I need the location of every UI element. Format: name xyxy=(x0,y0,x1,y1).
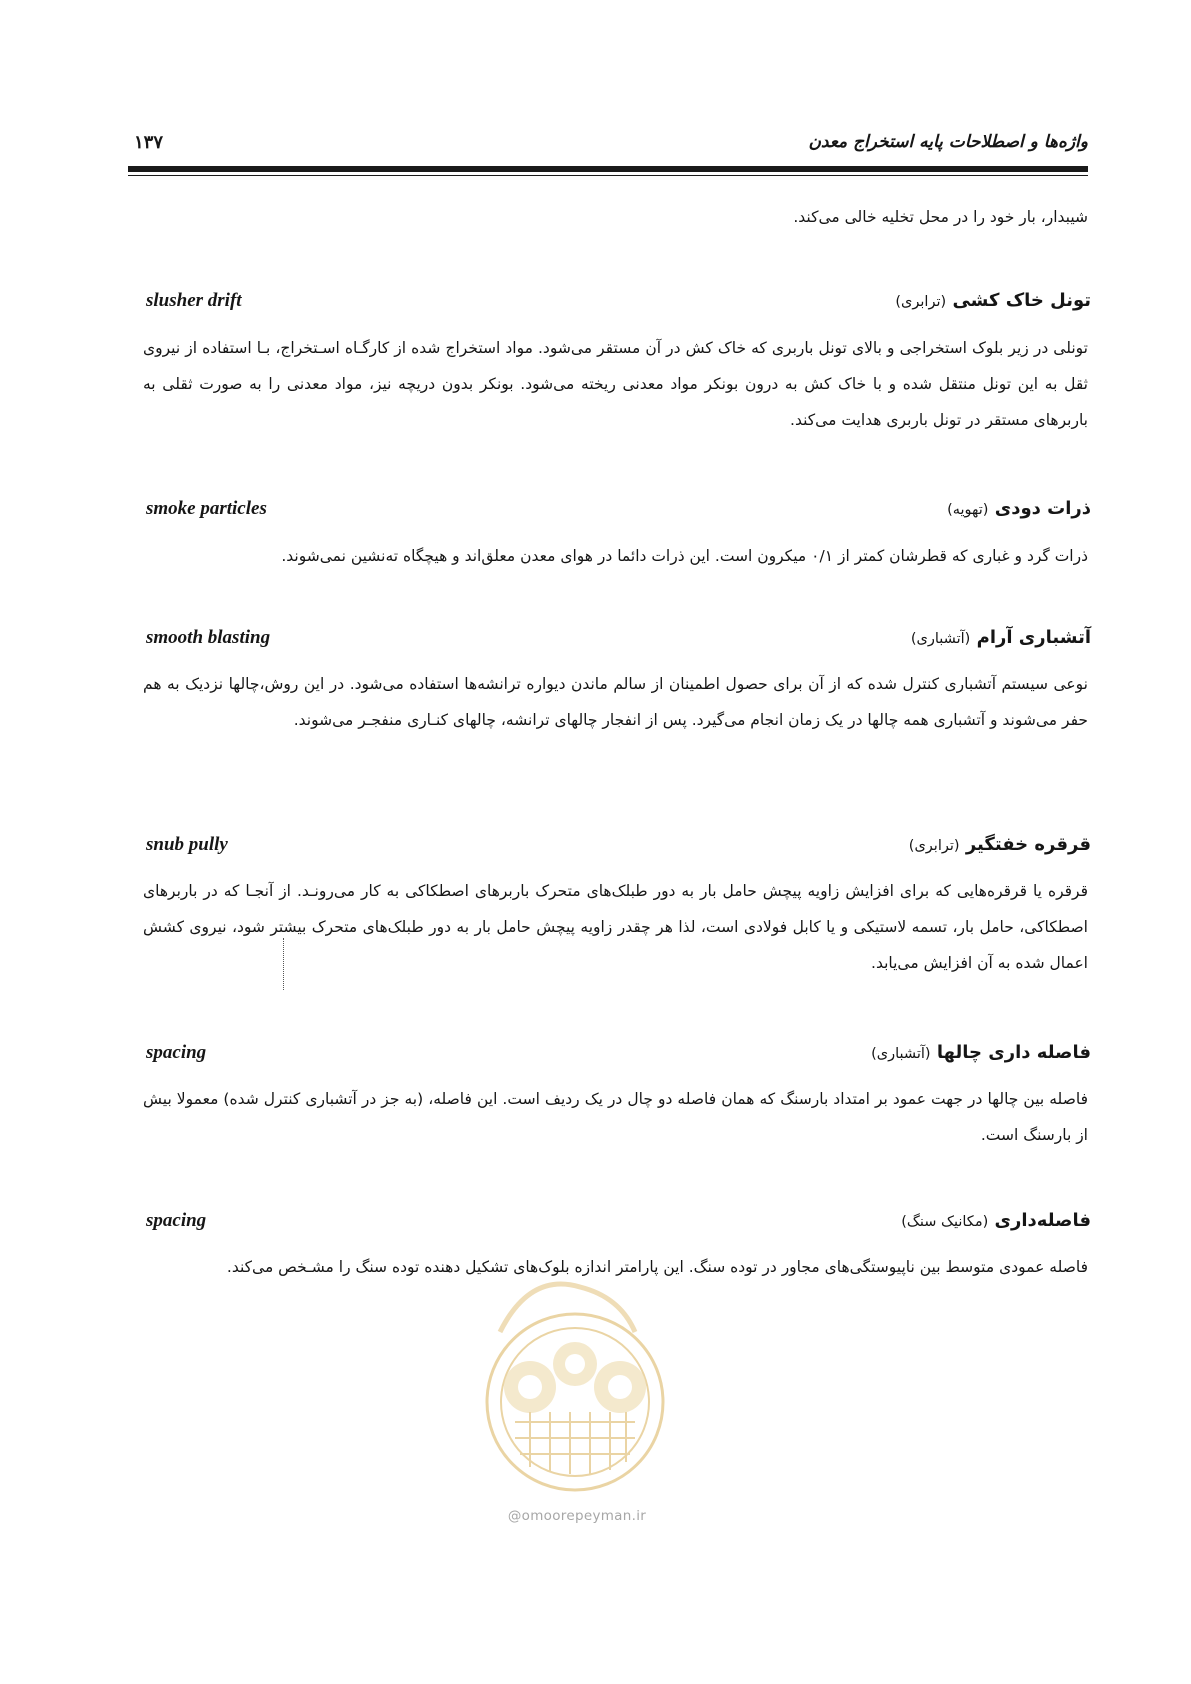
term-english: smooth blasting xyxy=(146,627,271,648)
entry-definition: نوعی سیستم آتشباری کنترل شده که از آن برای حصول اطمینان از سالم ماندن دیواره ترانشه‌ها استفاده می‌شود. در این روش،چالها نزدیک به هم حفر می‌شوند و آتشباری همه چالها در یک زمان انجام می‌گیرد. پس از انفجار چالهای ترانشه، چالهای کنـاری منفجـر می‌شوند. xyxy=(143,675,1088,729)
entry-heading xyxy=(146,498,1091,528)
entry-definition: تونلی در زیر بلوک استخراجی و بالای تونل باربری که خاک کش در آن مستقر می‌شود. مواد استخراج شده از کارگـاه اسـتخراج، بـا استفاده از نیروی ثقل به این تونل منتقل شده و با خاک کش به درون بونکر مواد معدنی ریخته می‌شود. بونکر بدون دریچه نیز، مواد معدنی را به صورت ثقلی به باربرهای مستقر در تونل باربری هدایت می‌کند. xyxy=(143,339,1088,429)
term-field: (تهویه) xyxy=(947,502,989,518)
term-field: (مکانیک سنگ) xyxy=(901,1214,989,1230)
term-persian: تونل خاک کشی xyxy=(952,290,1091,311)
term-persian: قرقره خفتگیر xyxy=(965,834,1091,855)
page-header xyxy=(128,132,1088,160)
entry-heading xyxy=(146,627,1091,657)
entry-term xyxy=(871,1042,1091,1063)
header-rule-thin xyxy=(128,175,1088,176)
header-rule xyxy=(128,166,1088,172)
term-persian: فاصله داری چالها xyxy=(936,1042,1091,1063)
entry-term xyxy=(911,627,1091,648)
term-field: (آتشباری) xyxy=(910,631,971,647)
term-persian: ذرات دودی xyxy=(994,498,1091,519)
page-number: ۱۳۷ xyxy=(134,132,164,153)
entry-definition: ذرات گرد و غباری که قطرشان کمتر از ۰/۱ میکرون است. این ذرات دائما در هوای معدن معلق‌اند و هیچگاه ته‌نشین نمی‌شوند. xyxy=(281,547,1088,565)
term-english: slusher drift xyxy=(146,290,242,311)
term-field: (ترابری) xyxy=(895,294,947,310)
entry-term xyxy=(947,498,1091,519)
entry-term xyxy=(909,834,1091,855)
entry-heading xyxy=(146,290,1091,320)
term-persian: آتشباری آرام xyxy=(976,627,1091,648)
term-english: spacing xyxy=(146,1210,207,1231)
term-persian: فاصله‌داری xyxy=(994,1210,1091,1231)
entry-definition: فاصله عمودی متوسط بین ناپیوستگی‌های مجاور در توده سنگ. این پارامتر اندازه بلوک‌های تشکیل دهنده توده سنگ را مشـخص می‌کند. xyxy=(226,1258,1088,1276)
entry-definition: قرقره یا قرقره‌هایی که برای افزایش زاویه پیچش حامل بار به دور طبلک‌های متحرک باربرهای اصطکاکی به کار می‌رونـد. از آنجـا که در باربرهای اصطکاکی، حامل بار، تسمه لاستیکی و یا کابل فولادی است، لذا هر چقدر زاویه پیچش حامل بار به دور طبلک‌های متحرک بیشتر شود، نیروی کشش اعمال شده به آن افزایش می‌یابد. xyxy=(143,882,1088,972)
margin-mark xyxy=(283,938,285,990)
running-title: واژه‌ها و اصطلاحات پایه استخراج معدن xyxy=(808,132,1088,152)
term-english: smoke particles xyxy=(146,498,267,519)
entry-definition: فاصله بین چالها در جهت عمود بر امتداد بارسنگ که همان فاصله دو چال در یک ردیف است. این فاصله، (به جز در آتشباری کنترل شده) معمولا بیش از بارسنگ است. xyxy=(143,1090,1088,1144)
intro-paragraph: شیبدار، بار خود را در محل تخلیه خالی می‌کند. xyxy=(793,208,1088,226)
entry-heading xyxy=(146,1042,1091,1072)
watermark-seal-icon xyxy=(470,1262,680,1502)
term-english: snub pully xyxy=(146,834,228,855)
watermark-url: @omoorepeyman.ir xyxy=(507,1508,647,1524)
entry-term xyxy=(901,1210,1091,1231)
entry-heading xyxy=(146,834,1091,864)
entry-term xyxy=(895,290,1091,311)
term-english: spacing xyxy=(146,1042,207,1063)
entry-heading xyxy=(146,1210,1091,1240)
term-field: (آتشباری) xyxy=(871,1046,931,1062)
term-field: (ترابری) xyxy=(908,838,960,854)
